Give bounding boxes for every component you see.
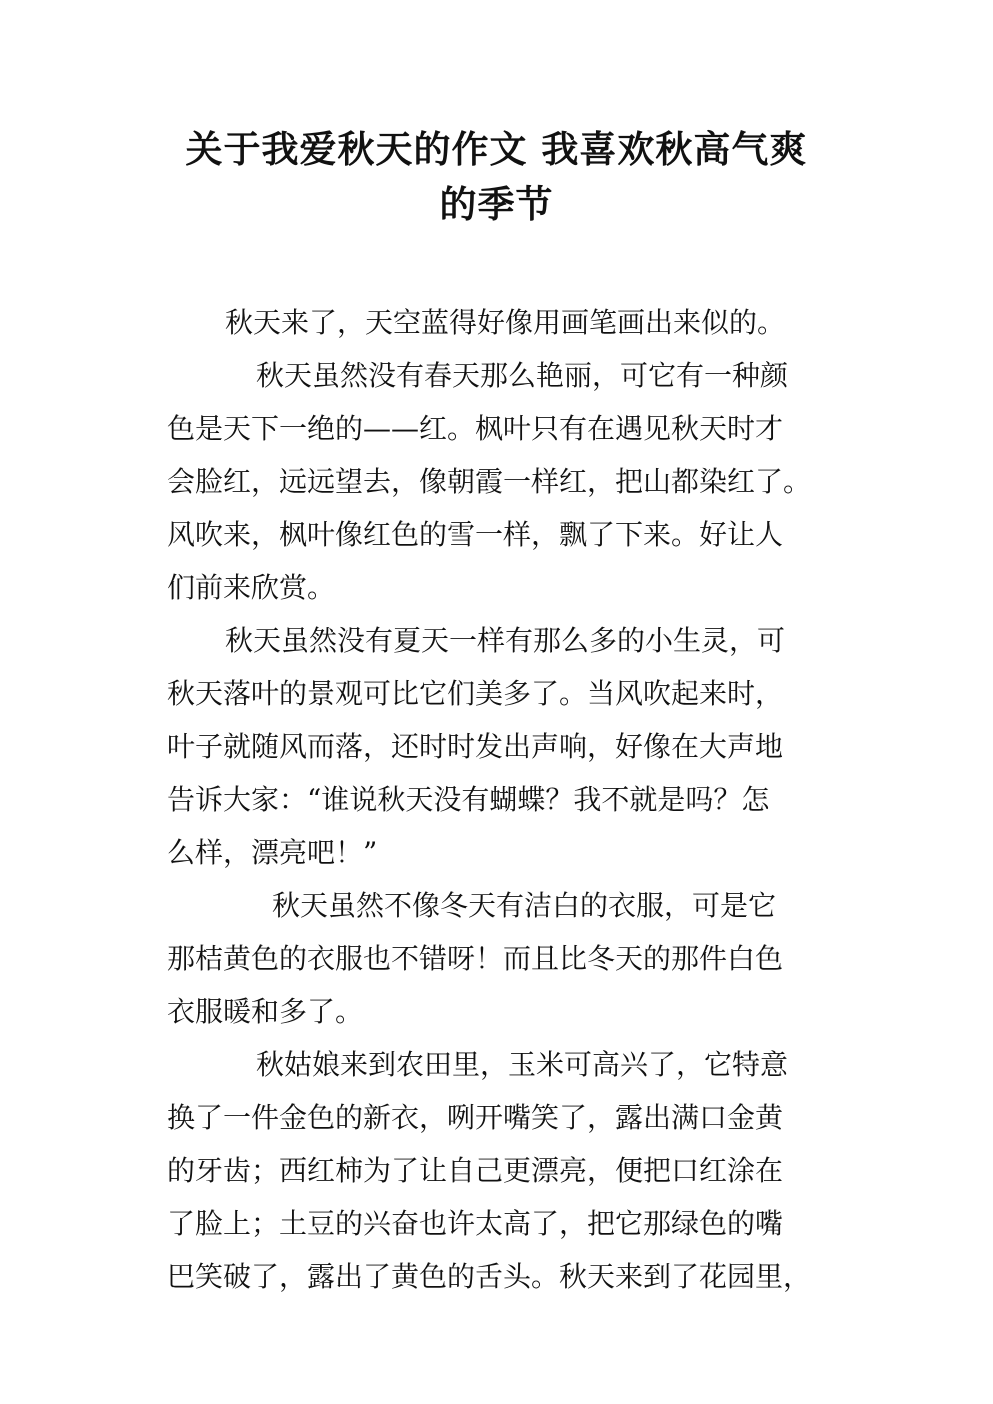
text-line: 秋姑娘来到农田里，玉米可高兴了，它特意 [256, 1048, 789, 1081]
text-line: 秋天虽然没有春天那么艳丽，可它有一种颜 [256, 359, 789, 392]
document-body [167, 296, 867, 1303]
title-line-1: 关于我爱秋天的作文 我喜欢秋高气爽 [185, 128, 808, 171]
text-line: 换了一件金色的新衣，咧开嘴笑了，露出满口金黄 [167, 1101, 784, 1134]
text-line: 那桔黄色的衣服也不错呀！而且比冬天的那件白色 [167, 942, 784, 975]
text-line: 会脸红，远远望去，像朝霞一样红，把山都染红了。 [167, 465, 812, 498]
text-line: 色是天下一绝的——红。枫叶只有在遇见秋天时才 [167, 412, 784, 445]
title-line-2: 的季节 [439, 183, 554, 226]
text-line: 秋天虽然没有夏天一样有那么多的小生灵，可 [225, 624, 786, 657]
text-line: 秋天虽然不像冬天有洁白的衣服，可是它 [272, 889, 777, 922]
document-title [130, 122, 863, 232]
text-line: 风吹来，枫叶像红色的雪一样，飘了下来。好让人 [167, 518, 784, 551]
text-line: 告诉大家：“谁说秋天没有蝴蝶？我不就是吗？怎 [167, 783, 770, 816]
text-line: 秋天落叶的景观可比它们美多了。当风吹起来时， [167, 677, 784, 710]
text-line: 的牙齿；西红柿为了让自己更漂亮，便把口红涂在 [167, 1154, 784, 1187]
text-line: 巴笑破了，露出了黄色的舌头。秋天来到了花园里， [167, 1260, 812, 1293]
text-line: 了脸上；土豆的兴奋也许太高了，把它那绿色的嘴 [167, 1207, 784, 1240]
text-line: 么样，漂亮吧！” [167, 836, 378, 869]
text-line: 们前来欣赏。 [167, 571, 336, 604]
text-line: 叶子就随风而落，还时时发出声响，好像在大声地 [167, 730, 784, 763]
text-line: 衣服暖和多了。 [167, 995, 364, 1028]
text-line: 秋天来了，天空蓝得好像用画笔画出来似的。 [225, 306, 786, 339]
